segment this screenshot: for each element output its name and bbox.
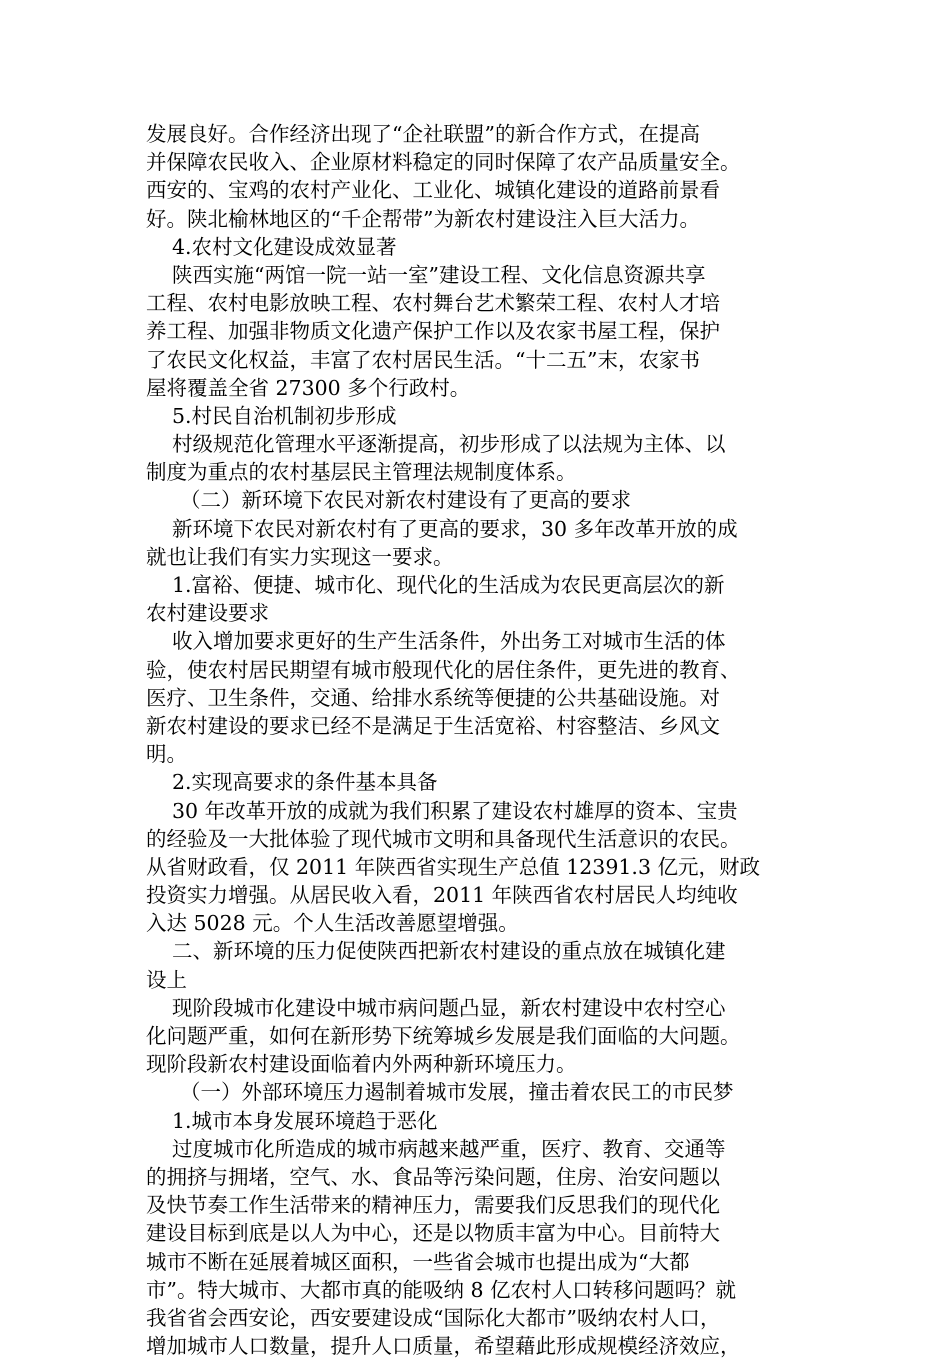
text-line: 就也让我们有实力实现这一要求。 — [146, 544, 454, 569]
section-heading: 1.城市本身发展环境趋于恶化 — [172, 1108, 438, 1133]
text-line: 从省财政看，仅 2011 年陕西省实现生产总值 12391.3 亿元，财政 — [146, 854, 761, 879]
text-line: 陕西实施“两馆一院一站一室”建设工程、文化信息资源共享 — [172, 262, 706, 287]
text-line: 及快节奏工作生活带来的精神压力，需要我们反思我们的现代化 — [146, 1193, 720, 1218]
text-line: 屋将覆盖全省 27300 多个行政村。 — [146, 375, 471, 400]
text-line: 工程、农村电影放映工程、农村舞台艺术繁荣工程、农村人才培 — [146, 291, 720, 316]
text-line: 发展良好。合作经济出现了“企社联盟”的新合作方式，在提高 — [146, 122, 700, 146]
text-line: 村级规范化管理水平逐渐提高，初步形成了以法规为主体、以 — [172, 432, 726, 457]
section-heading: 1.富裕、便捷、城市化、现代化的生活成为农民更高层次的新 — [172, 573, 725, 597]
text-line: 明。 — [146, 742, 187, 767]
text-line: 验，使农村居民期望有城市般现代化的居住条件，更先进的教育、 — [146, 657, 741, 682]
section-heading: 5.村民自治机制初步形成 — [172, 403, 397, 428]
text-line: 的拥挤与拥堵，空气、水、食品等污染问题，住房、治安问题以 — [146, 1164, 720, 1189]
text-line: 的经验及一大批体验了现代城市文明和具备现代生活意识的农民。 — [146, 826, 741, 851]
text-line: 建设目标到底是以人为中心，还是以物质丰富为中心。目前特大 — [146, 1221, 720, 1246]
section-heading: （一）外部环境压力遏制着城市发展，撞击着农民工的市民梦 — [180, 1080, 734, 1105]
text-line: 城市不断在延展着城区面积，一些省会城市也提出成为“大都 — [146, 1249, 690, 1274]
text-line: 化问题严重，如何在新形势下统筹城乡发展是我们面临的大问题。 — [146, 1024, 741, 1048]
section-heading: 2.实现高要求的条件基本具备 — [172, 770, 438, 795]
section-heading: 农村建设要求 — [146, 601, 269, 626]
text-line: 新环境下农民对新农村有了更高的要求，30 多年改革开放的成 — [172, 516, 738, 541]
text-line: 现阶段城市化建设中城市病问题凸显，新农村建设中农村空心 — [172, 995, 726, 1020]
text-line: 了农民文化权益，丰富了农村居民生活。“十二五”末，农家书 — [146, 347, 700, 372]
text-line: 西安的、宝鸡的农村产业化、工业化、城镇化建设的道路前景看 — [146, 178, 720, 203]
section-heading: 二、新环境的压力促使陕西把新农村建设的重点放在城镇化建 — [172, 939, 726, 964]
text-line: 并保障农民收入、企业原材料稳定的同时保障了农产品质量安全。 — [146, 150, 741, 175]
text-line: 制度为重点的农村基层民主管理法规制度体系。 — [146, 460, 577, 485]
section-heading: 设上 — [146, 967, 187, 992]
text-line: 投资实力增强。从居民收入看，2011 年陕西省农村居民人均纯收 — [146, 883, 738, 908]
section-heading: 4.农村文化建设成效显著 — [172, 234, 397, 259]
text-line: 增加城市人口数量，提升人口质量，希望藉此形成规模经济效应， — [146, 1334, 741, 1359]
text-line: 30 年改革开放的成就为我们积累了建设农村雄厚的资本、宝贵 — [172, 798, 738, 823]
text-line: 医疗、卫生条件，交通、给排水系统等便捷的公共基础设施。对 — [146, 685, 720, 710]
text-line: 现阶段新农村建设面临着内外两种新环境压力。 — [146, 1052, 577, 1077]
text-line: 收入增加要求更好的生产生活条件，外出务工对城市生活的体 — [172, 629, 726, 654]
text-line: 养工程、加强非物质文化遗产保护工作以及农家书屋工程，保护 — [146, 319, 720, 344]
text-line: 好。陕北榆林地区的“千企帮带”为新农村建设注入巨大活力。 — [146, 206, 700, 231]
text-line: 我省省会西安论，西安要建设成“国际化大都市”吸纳农村人口， — [146, 1305, 721, 1330]
text-line: 新农村建设的要求已经不是满足于生活宽裕、村容整洁、乡风文 — [146, 713, 720, 738]
text-line: 市”。特大城市、大都市真的能吸纳 8 亿农村人口转移问题吗？就 — [146, 1277, 737, 1302]
text-line: 入达 5028 元。个人生活改善愿望增强。 — [146, 911, 519, 936]
text-line: 过度城市化所造成的城市病越来越严重，医疗、教育、交通等 — [172, 1136, 726, 1161]
section-heading: （二）新环境下农民对新农村建设有了更高的要求 — [180, 488, 631, 513]
